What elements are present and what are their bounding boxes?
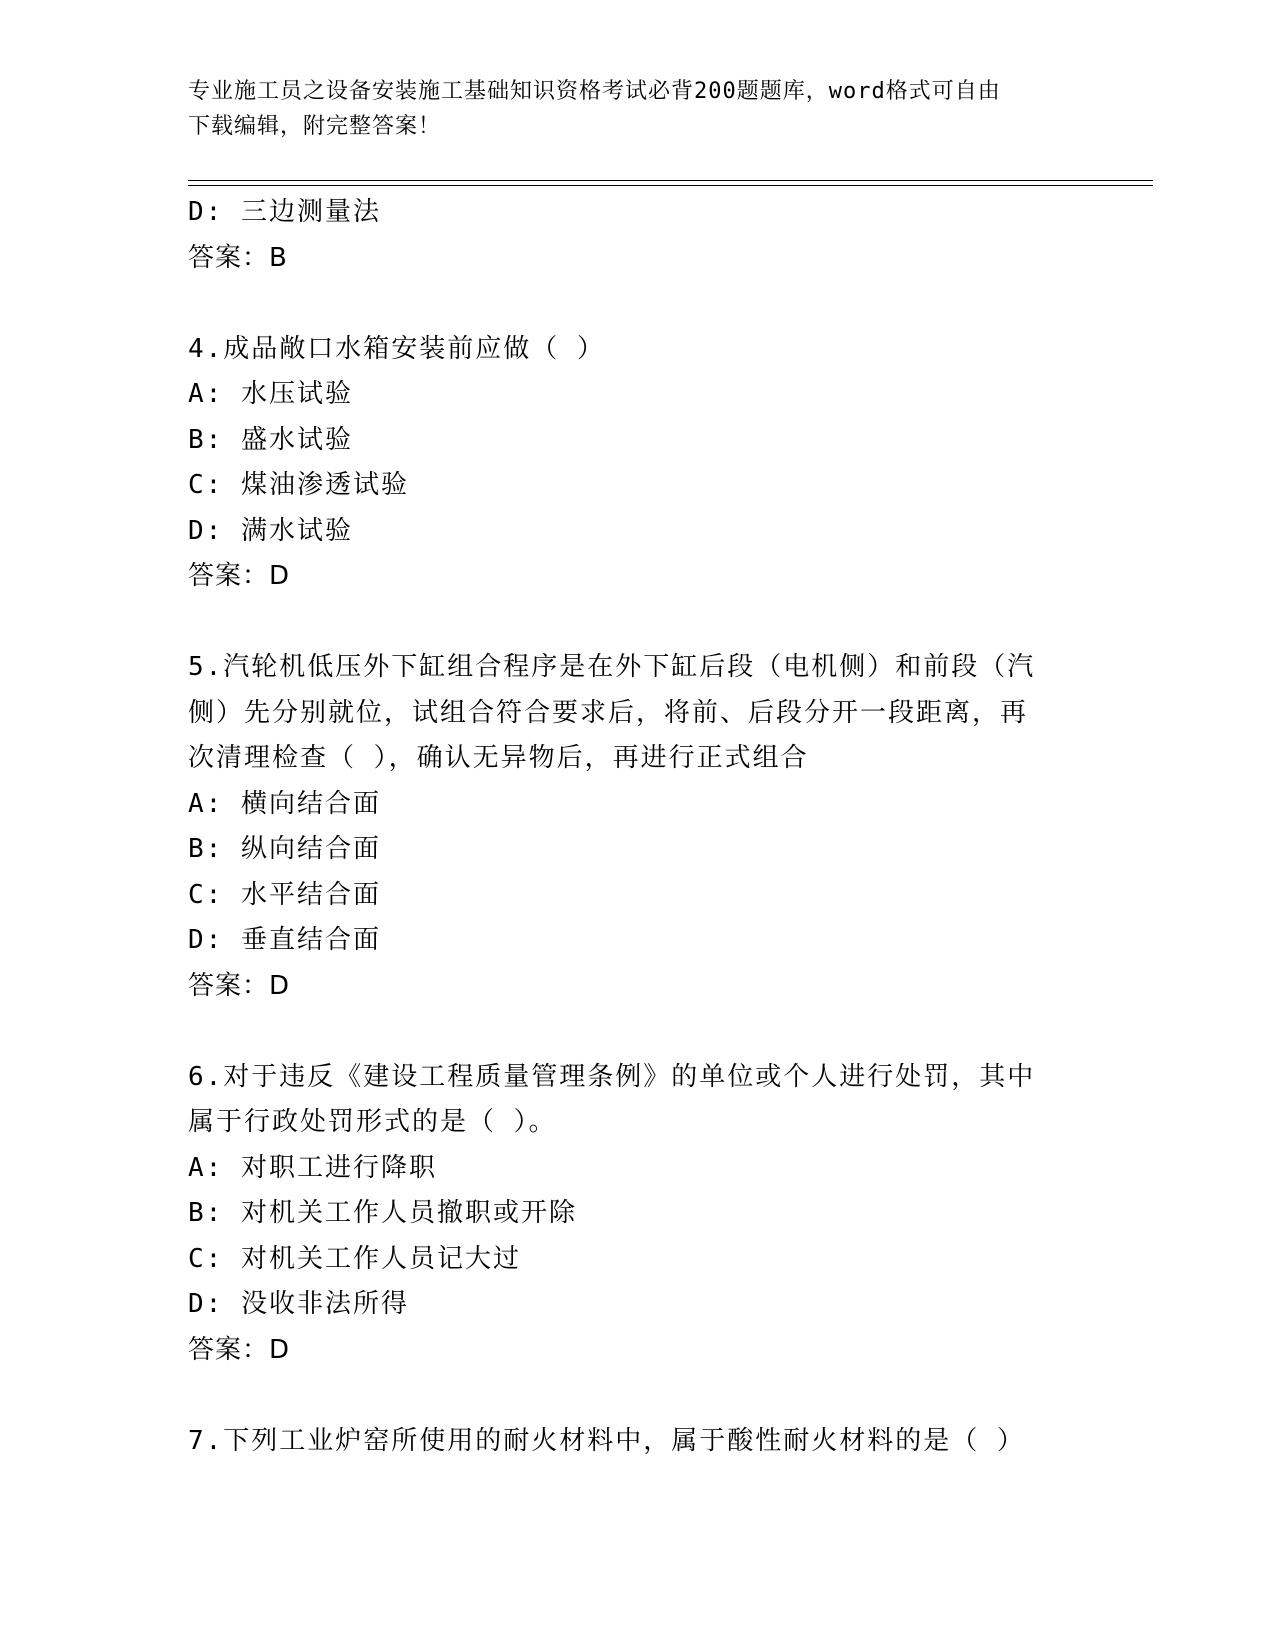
question-text: 4.成品敞口水箱安装前应做（ ） [188,333,605,364]
option-b: B: 盛水试验 [188,424,353,455]
option-d: D: 没收非法所得 [188,1289,409,1319]
answer: 答案：D [188,561,291,591]
option-a: A: 横向结合面 [188,788,381,819]
document-body [188,190,1088,1464]
option-c: C: 对机关工作人员记大过 [188,1243,521,1274]
question-text-line-2: 属于行政处罚形式的是（ ）。 [188,1107,557,1137]
answer: 答案：D [188,1334,291,1365]
answer: 答案：D [188,970,291,1001]
answer: 答案：B [188,242,288,273]
question-text: 7.下列工业炉窑所使用的耐火材料中，属于酸性耐火材料的是（ ） [188,1425,1025,1456]
previous-question-tail [188,190,1088,281]
option-a: A: 水压试验 [188,379,353,409]
option-c: C: 煤油渗透试验 [188,470,409,500]
option-a: A: 对职工进行降职 [188,1152,437,1183]
question-5 [188,645,1088,1009]
header-line-1: 专业施工员之设备安装施工基础知识资格考试必背200题题库，word格式可自由 [188,79,1001,104]
document-header [188,74,1088,144]
option-d: D: 满水试验 [188,515,353,546]
header-divider-bottom [188,185,1153,186]
option-b: B: 对机关工作人员撤职或开除 [188,1198,577,1228]
question-text-line-1: 5.汽轮机低压外下缸组合程序是在外下缸后段（电机侧）和前段（汽 [188,652,1036,682]
option-d: D: 三边测量法 [188,197,381,227]
option-d: D: 垂直结合面 [188,925,381,955]
question-text-line-2: 侧）先分别就位，试组合符合要求后，将前、后段分开一段距离，再 [188,697,1029,728]
question-text-line-3: 次清理检查（ ），确认无异物后，再进行正式组合 [188,743,809,773]
header-line-2: 下载编辑，附完整答案！ [188,114,442,139]
question-4 [188,327,1088,600]
question-7 [188,1419,1088,1465]
header-divider-top [188,180,1153,181]
question-text-line-1: 6.对于违反《建设工程质量管理条例》的单位或个人进行处罚，其中 [188,1061,1036,1092]
option-c: C: 水平结合面 [188,879,381,910]
option-b: B: 纵向结合面 [188,834,381,864]
question-6 [188,1055,1088,1374]
